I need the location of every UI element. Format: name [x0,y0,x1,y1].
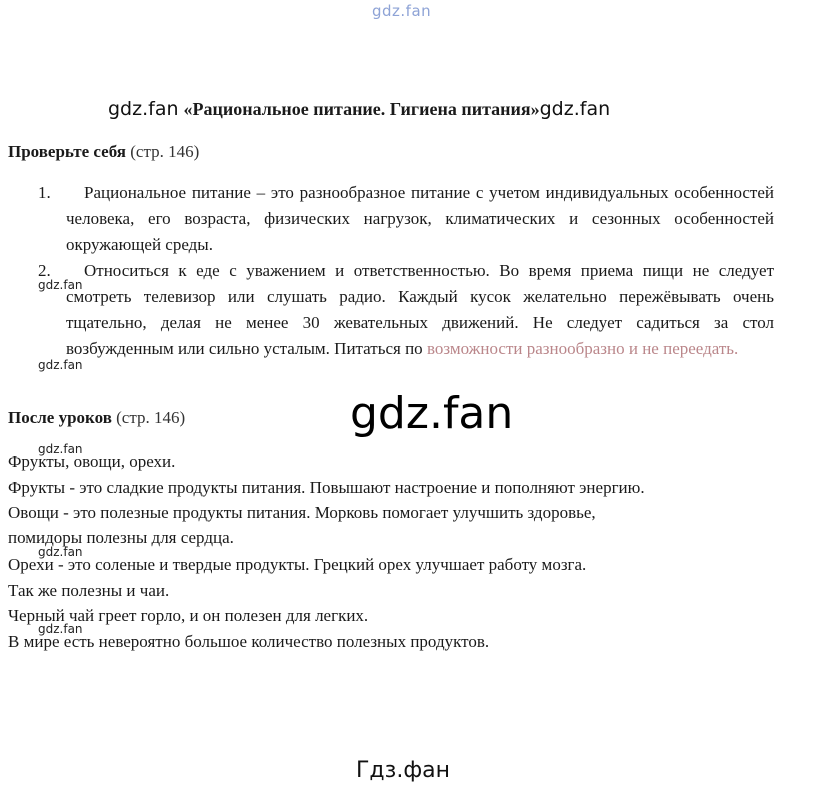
text-line: Орехи - это соленые и твердые продукты. Грецкий орех улучшает работу мозга. [8,555,587,574]
document-title-row [108,98,610,121]
text-line: Овощи - это полезные продукты питания. Морковь помогает улучшить здоровье, [8,503,596,522]
watermark-small: gdz.fan [38,358,83,372]
section-heading-check-title: Проверьте себя [8,142,126,161]
watermark-title-right: gdz.fan [539,98,611,120]
answer-item-1-text: Рациональное питание – это разнообразное питание с учетом индивидуальных особенностей человека, его возраста, физических нагрузок, климатических и сезонных особенностей окружающей среды. [66,183,774,254]
section-heading-check [8,142,199,162]
answer-item-2-number: 2. [38,261,51,280]
watermark-small: gdz.fan [38,278,83,292]
text-line: Фрукты, овощи, орехи. [8,452,176,471]
section-heading-after-title: После уроков [8,408,112,427]
document-title: «Рациональное питание. Гигиена питания» [183,99,540,119]
watermark-top: gdz.fan [372,2,432,20]
watermark-bottom: Гдз.фан [356,758,450,783]
answer-item-1 [38,180,774,258]
watermark-big: gdz.fan [350,388,514,439]
answer-item-2 [38,258,774,362]
text-line: В мире есть невероятно большое количество полезных продуктов. [8,632,490,651]
section-heading-after-page: (стр. 146) [116,408,186,427]
answer-item-2-faded-text: возможности разнообразно и не переедать. [426,339,739,358]
text-line: Так же полезны и чаи. [8,581,170,600]
answer-item-1-number: 1. [38,183,51,202]
watermark-title-left: gdz.fan [108,98,179,120]
section-heading-after [8,408,185,428]
text-line: Фрукты - это сладкие продукты питания. Повышают настроение и пополняют энергию. [8,478,645,497]
watermark-small: gdz.fan [38,442,83,456]
text-line: помидоры полезны для сердца. [8,528,234,547]
watermark-small: gdz.fan [38,622,83,636]
section-heading-check-page: (стр. 146) [130,142,200,161]
watermark-small: gdz.fan [38,545,83,559]
answer-item-2-text: Относиться к еде с уважением и ответственностью. Во время приема пищи не следует смотреть телевизор или слушать радио. Каждый кусок желательно пережёвывать очень тщательно, делая не менее 30 жевательных движений. Не следует садиться за стол возбужденным или сильно усталым. Питаться по [66,261,774,358]
text-line: Черный чай греет горло, и он полезен для легких. [8,606,369,625]
